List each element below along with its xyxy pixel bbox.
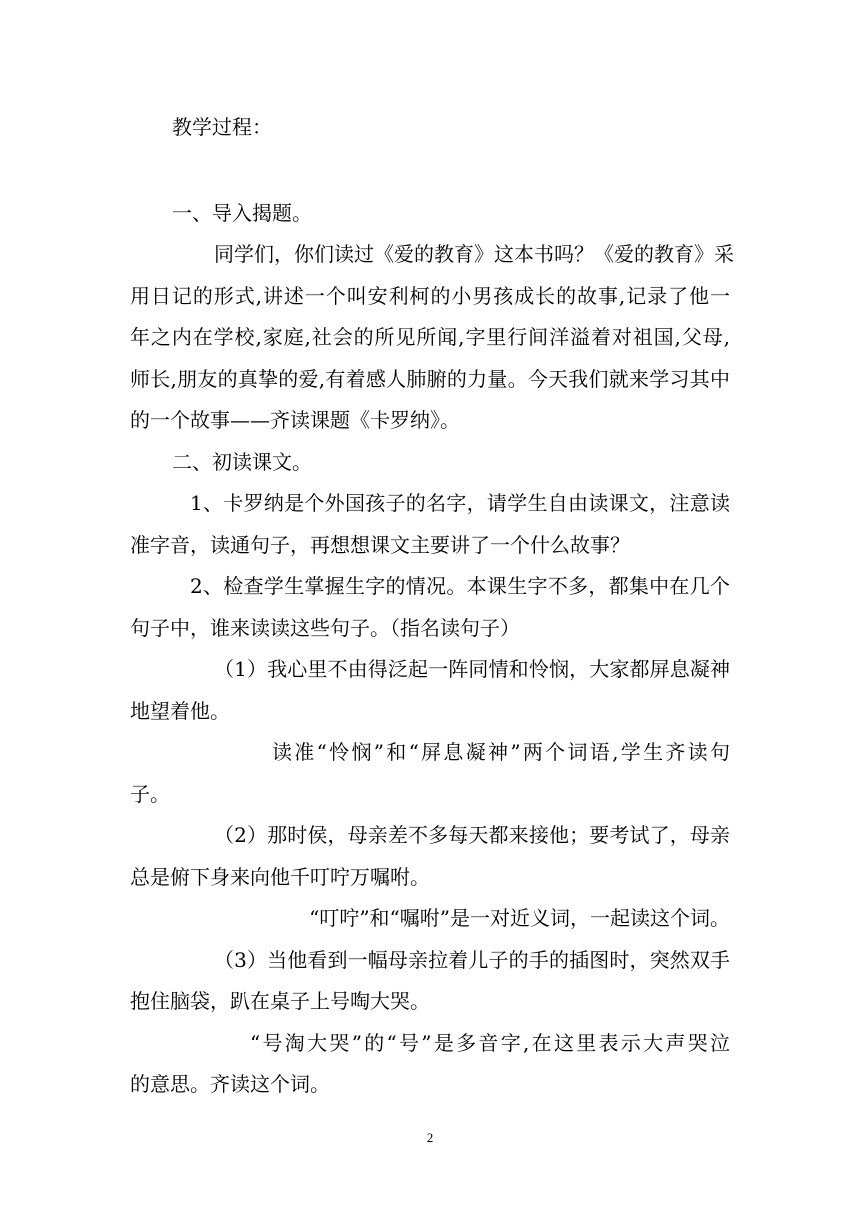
list-item-line: 句子中，谁来读读这些句子。（指名读句子）	[130, 616, 520, 640]
note-line: 的意思。齐读这个词。	[130, 1072, 330, 1096]
paragraph-line: 同学们，你们读过《爱的教育》这本书吗？《爱的教育》采	[214, 242, 734, 266]
section-title-first-reading: 二、初读课文。	[172, 450, 312, 474]
sentence-line: （3）当他看到一幅母亲拉着儿子的手的插图时，突然双手	[214, 948, 730, 972]
note-line: 子。	[130, 782, 170, 806]
list-item-line: 准字音，读通句子，再想想课文主要讲了一个什么故事？	[130, 533, 630, 557]
section-title-intro: 一、导入揭题。	[172, 201, 312, 225]
list-item-line: 2、检查学生掌握生字的情况。本课生字不多，都集中在几个	[190, 574, 730, 598]
sentence-line: （1）我心里不由得泛起一阵同情和怜悯，大家都屏息凝神	[214, 657, 730, 681]
document-heading: 教学过程：	[172, 115, 272, 139]
sentence-line: 地望着他。	[130, 699, 230, 723]
list-item-line: 1、卡罗纳是个外国孩子的名字，请学生自由读课文，注意读	[190, 491, 730, 515]
paragraph-line: 师长,朋友的真挚的爱,有着感人肺腑的力量。今天我们就来学习其中	[130, 367, 730, 391]
paragraph-line: 的一个故事——齐读课题《卡罗纳》。	[130, 408, 460, 432]
paragraph-line: 年之内在学校,家庭,社会的所见所闻,字里行间洋溢着对祖国,父母,	[130, 325, 730, 349]
page-number: 2	[426, 1130, 434, 1145]
sentence-line: （2）那时侯，母亲差不多每天都来接他；要考试了，母亲	[214, 823, 730, 847]
note-line: “叮咛”和“嘱咐”是一对近义词，一起读这个词。	[309, 906, 730, 930]
sentence-line: 总是俯下身来向他千叮咛万嘱咐。	[130, 865, 430, 889]
sentence-line: 抱住脑袋，趴在桌子上号啕大哭。	[130, 989, 430, 1013]
note-line: “号淘大哭”的“号”是多音字,在这里表示大声哭泣	[250, 1031, 730, 1055]
note-line: 读准“怜悯”和“屏息凝神”两个词语,学生齐读句	[272, 740, 730, 764]
paragraph-line: 用日记的形式,讲述一个叫安利柯的小男孩成长的故事,记录了他一	[130, 284, 730, 308]
